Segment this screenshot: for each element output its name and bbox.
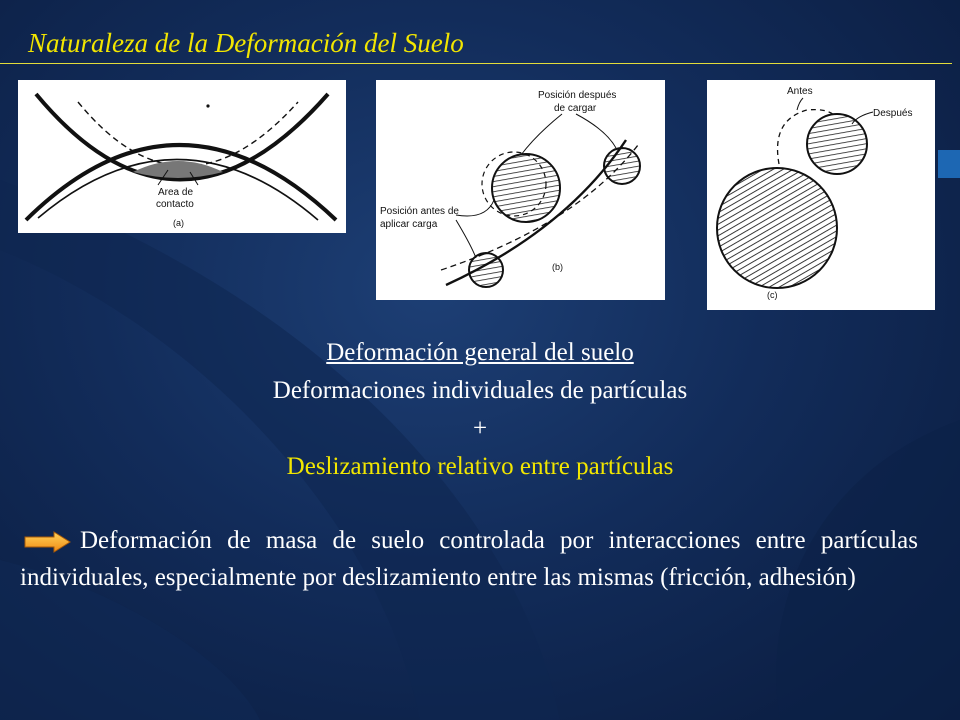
- figure-b-after-label-2: de cargar: [554, 103, 597, 114]
- figure-a-caption: (a): [173, 218, 184, 228]
- figure-a-contact-area: [18, 80, 346, 233]
- figure-c-before-label: Antes: [787, 86, 813, 97]
- summary-line-individual: Deformaciones individuales de partículas: [272, 377, 688, 404]
- title-underline-rule: [0, 63, 952, 64]
- summary-line-sliding: Deslizamiento relativo entre partículas: [286, 453, 674, 480]
- figure-c-particle-deformation: [707, 80, 935, 310]
- figure-b-before-label-1: Posición antes de: [380, 206, 459, 217]
- figure-b-caption: (b): [552, 262, 563, 272]
- summary-heading: Deformación general del suelo: [326, 339, 634, 366]
- figure-c-after-label: Después: [873, 108, 913, 119]
- figure-a-label-2: contacto: [156, 199, 194, 210]
- figure-c-caption: (c): [767, 290, 778, 300]
- conclusion-paragraph: Deformación de masa de suelo controlada por interacciones entre partículas individuales, especialmente por deslizamiento entre las mismas (fricción, adhesión): [20, 527, 918, 591]
- deformation-summary: [0, 334, 960, 486]
- figure-b-after-label-1: Posición después: [538, 90, 617, 101]
- slide-title: Naturaleza de la Deformación del Suelo: [28, 28, 464, 58]
- figure-a-label-1: Area de: [158, 187, 194, 198]
- figure-b-before-label-2: aplicar carga: [380, 219, 438, 230]
- figure-b-particle-sliding: [376, 80, 665, 300]
- summary-plus: +: [472, 415, 488, 442]
